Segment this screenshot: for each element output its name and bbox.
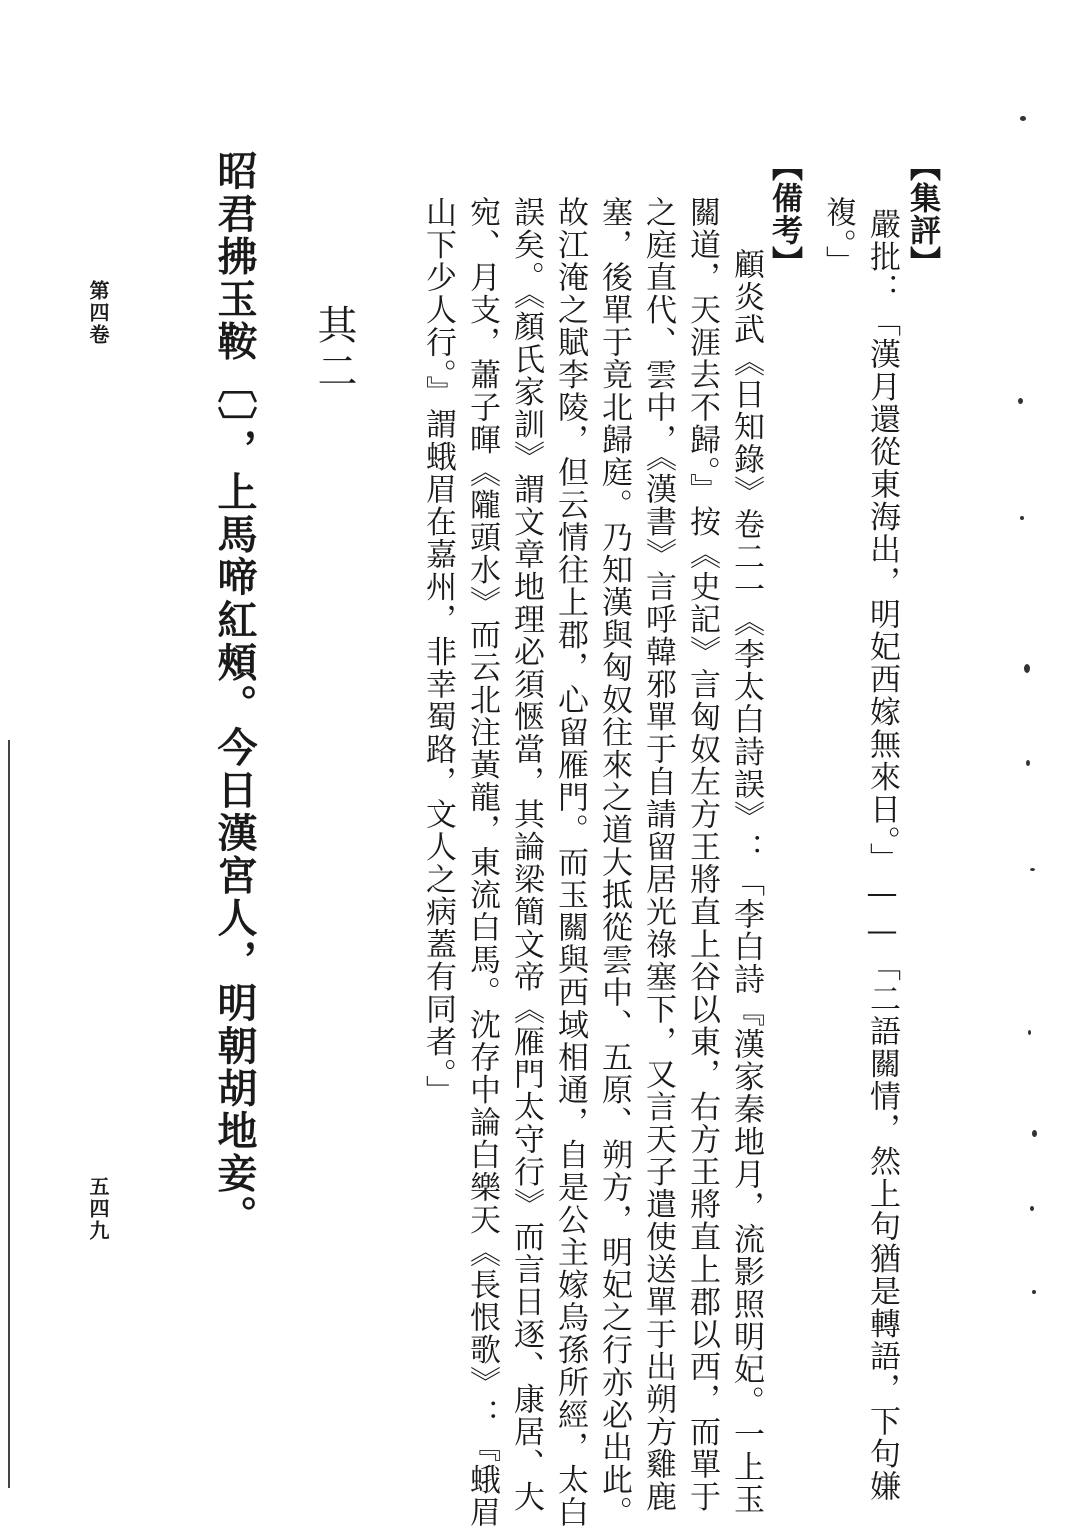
page-number: 五四九	[86, 1176, 110, 1242]
jiping-line-1: 嚴批：「漢月還從東海出，明妃西嫁無來日。」——「二語關情，然上句猶是轉語，下句嫌	[864, 208, 900, 1503]
beikao-header: 【備考】	[766, 150, 802, 278]
scan-speck	[1026, 760, 1030, 766]
scan-speck	[1020, 116, 1026, 121]
poem-line: 昭君拂玉鞍〔〕，上馬啼紅頰。今日漢宮人，明朝胡地妾。	[211, 150, 258, 1238]
scan-speck	[1028, 1030, 1031, 1035]
beikao-line-6: 誤矣。《顏氏家訓》謂文章地理必須愜當，其論梁簡文帝《雁門太守行》而言日逐、康居、大	[508, 196, 544, 1513]
beikao-line-5: 故江淹之賦李陵，但云情往上郡，心留雁門。而玉關與西域相通，自是公主嫁烏孫所經，太白	[552, 196, 588, 1529]
scan-speck	[1030, 868, 1035, 871]
scan-speck	[1024, 664, 1030, 673]
scan-speck	[1018, 398, 1023, 404]
volume-label: 第四卷	[86, 280, 110, 346]
jiping-line-2: 複。」	[820, 196, 856, 278]
beikao-line-8: 山下少人行。』謂蛾眉在嘉州，非幸蜀路，文人之病蓋有同者。」	[420, 196, 456, 1108]
beikao-line-4: 塞，後單于竟北歸庭。乃知漢與匈奴往來之道大抵從雲中、五原、朔方，明妃之行亦必出此。	[596, 196, 632, 1529]
beikao-line-2: 關道，天涯去不歸。』按《史記》言匈奴左方王將直上谷以東，右方王將直上郡以西，而單于	[684, 196, 720, 1513]
binding-shadow	[8, 740, 10, 1488]
beikao-line-1: 顧炎武《日知錄》卷二一《李太白詩誤》：「李白詩『漢家秦地月，流影照明妃。一上玉	[728, 248, 764, 1516]
scan-speck	[1020, 516, 1024, 520]
scan-speck	[1032, 1290, 1036, 1294]
beikao-line-3: 之庭直代、雲中，《漢書》言呼韓邪單于自請留居光祿塞下，又言天子遣使送單于出朔方雞鹿	[640, 196, 676, 1513]
beikao-line-7: 宛、月支，蕭子暉《隴頭水》而云北注黃龍，東流白馬。沈存中論白樂天《長恨歌》：『蛾眉	[464, 196, 500, 1529]
poem-title: 其二	[311, 304, 357, 396]
scan-speck	[1032, 1130, 1037, 1137]
jiping-header: 【集評】	[904, 150, 940, 278]
scan-speck	[1030, 1206, 1034, 1211]
